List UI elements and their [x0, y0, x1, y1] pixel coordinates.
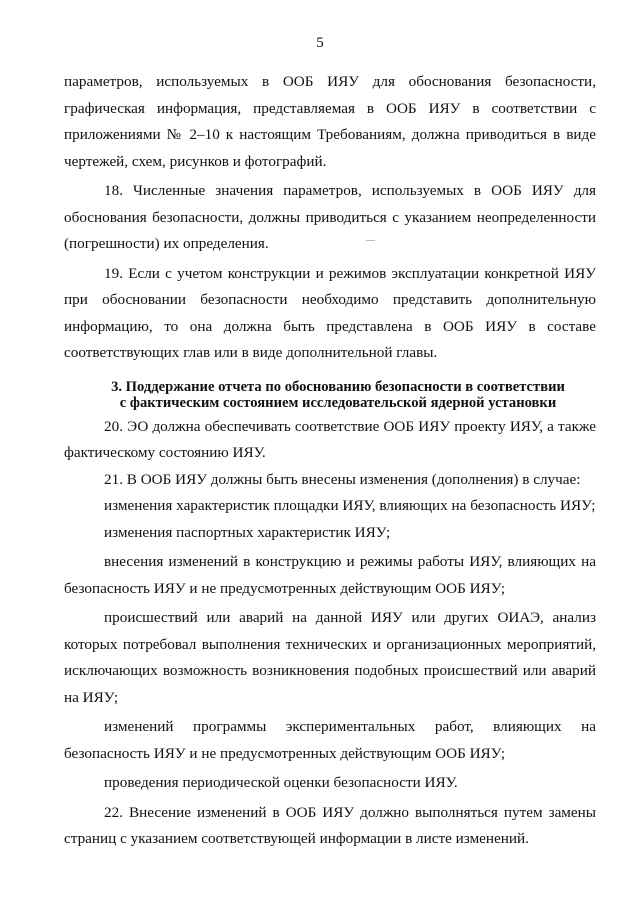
section-3-title-line-1: 3. Поддержание отчета по обоснованию безопасности в соответствии	[111, 378, 565, 395]
paragraph-19: 19. Если с учетом конструкции и режимов эксплуатации конкретной ИЯУ при обосновании безопасности необходимо представить дополнительную информацию, то она должна быть представлена в ООБ ИЯУ в составе соответствующих глав или в виде дополнительной главы.	[64, 264, 596, 361]
list-item-experimental-program: изменений программы экспериментальных работ, влияющих на безопасность ИЯУ и не предусмотренных действующим ООБ ИЯУ;	[64, 718, 596, 762]
list-item-periodic-assessment: проведения периодической оценки безопасности ИЯУ.	[104, 774, 458, 791]
paragraph-continuation: параметров, используемых в ООБ ИЯУ для обоснования безопасности, графическая информация, представляемая в ООБ ИЯУ в соответствии с приложениями № 2–10 к настоящим Требованиям, должна приводиться в виде чертежей, схем, рисунков и фотографий.	[64, 73, 596, 170]
scan-mark	[366, 240, 375, 241]
list-item-design-changes: внесения изменений в конструкцию и режимы работы ИЯУ, влияющих на безопасность ИЯУ и не предусмотренных действующим ООБ ИЯУ;	[64, 553, 596, 597]
list-item-passport-characteristics: изменения паспортных характеристик ИЯУ;	[104, 523, 391, 541]
document-body	[64, 69, 596, 853]
paragraph-21: 21. В ООБ ИЯУ должны быть внесены изменения (дополнения) в случае:	[104, 470, 581, 488]
paragraph-20: 20. ЭО должна обеспечивать соответствие ООБ ИЯУ проекту ИЯУ, а также фактическому состоянию ИЯУ.	[64, 417, 596, 461]
section-3-heading	[64, 379, 596, 412]
paragraph-18: 18. Численные значения параметров, используемых в ООБ ИЯУ для обоснования безопасности, должны приводиться с указанием неопределенности (погрешности) их определения.	[64, 182, 596, 252]
list-item-site-characteristics: изменения характеристик площадки ИЯУ, влияющих на безопасность ИЯУ;	[104, 497, 596, 514]
page-number: 5	[316, 35, 324, 51]
paragraph-22: 22. Внесение изменений в ООБ ИЯУ должно выполняться путем замены страниц с указанием соответствующей информации в листе изменений.	[64, 803, 596, 847]
list-item-incidents: происшествий или аварий на данной ИЯУ или других ОИАЭ, анализ которых потребовал выполнения технических и организационных мероприятий, исключающих возможность возникновения подобных происшествий или аварий на ИЯУ;	[64, 609, 596, 706]
section-3-title-line-2: с фактическим состоянием исследовательской ядерной установки	[119, 395, 557, 411]
